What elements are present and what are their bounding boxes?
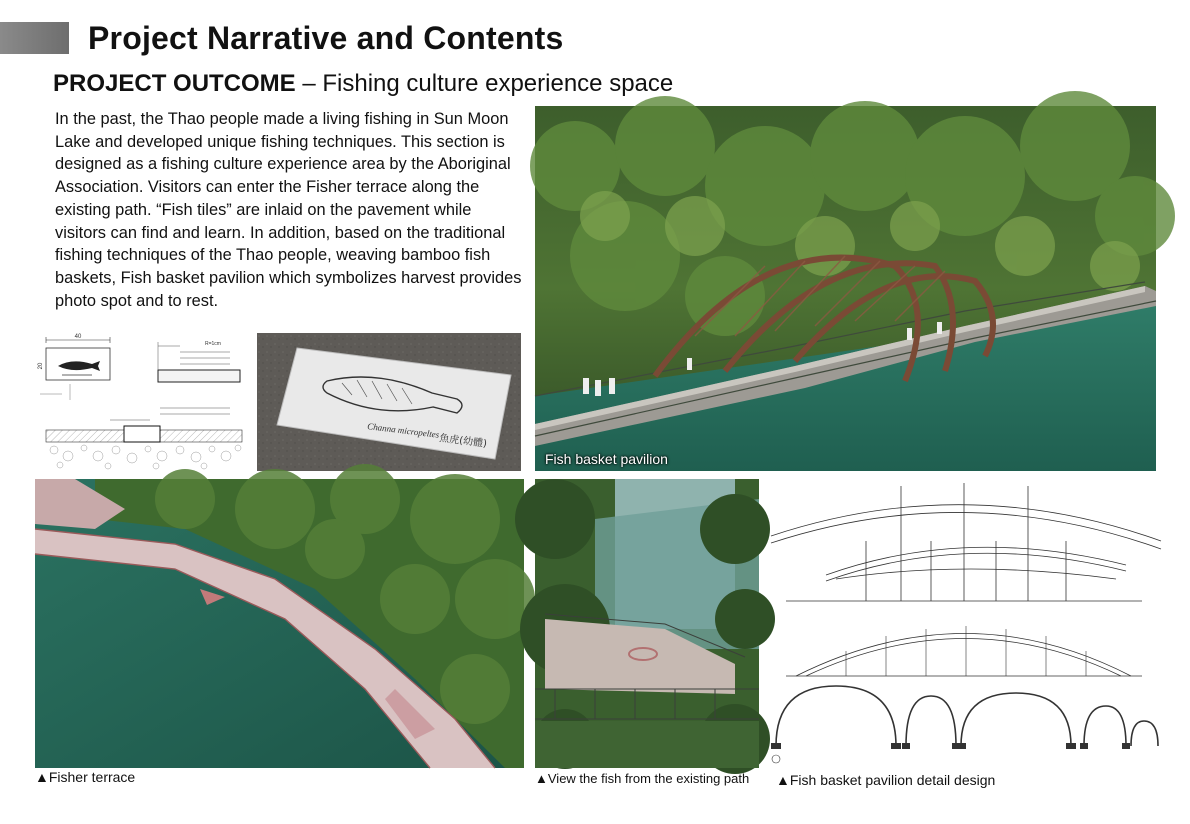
fish-tile-photo bbox=[257, 333, 521, 471]
pavilion-detail-drawing bbox=[766, 481, 1162, 768]
fish-tile-latin-name: Channa micropeltes bbox=[366, 421, 440, 440]
detail-design-caption: ▲Fish basket pavilion detail design bbox=[776, 772, 996, 788]
subtitle-bold: PROJECT OUTCOME bbox=[53, 70, 296, 97]
narrative-paragraph: In the past, the Thao people made a living fishing in Sun Moon Lake and developed unique fishing techniques. This section is designed as a fishing culture experience area by the Aboriginal Association. Visitors can enter the Fisher terrace along the existing path. “Fish tiles” are inlaid on the pavement while visitors can find and learn. In addition, based on the traditional fishing techniques of the Thao people, weaving bamboo fish baskets, Fish basket pavilion which symbolizes harvest provides photo spot and to rest. bbox=[55, 110, 522, 310]
page-subtitle bbox=[53, 70, 673, 98]
subtitle-rest: – Fishing culture experience space bbox=[295, 70, 674, 97]
dimension-side-label: 20 bbox=[38, 362, 44, 370]
view-fish-photo bbox=[535, 479, 759, 768]
fish-tile-local-name: 魚虎(幼體) bbox=[438, 433, 488, 450]
pavilion-detail-svg bbox=[766, 481, 1162, 768]
fish-basket-pavilion-photo bbox=[535, 106, 1156, 471]
fisher-terrace-caption: ▲Fisher terrace bbox=[35, 769, 136, 785]
radius-spec-label: R=1cm bbox=[205, 341, 221, 347]
dimension-top-label: 40 bbox=[74, 334, 82, 340]
pavilion-caption: Fish basket pavilion bbox=[545, 451, 668, 467]
page-title: Project Narrative and Contents bbox=[88, 20, 564, 56]
header-accent-bar bbox=[0, 22, 69, 54]
fish-tile-drawing bbox=[40, 332, 246, 472]
fish-tile-drawing-svg bbox=[40, 332, 246, 472]
view-fish-caption: ▲View the fish from the existing path bbox=[535, 771, 750, 786]
fisher-terrace-photo bbox=[35, 479, 524, 768]
